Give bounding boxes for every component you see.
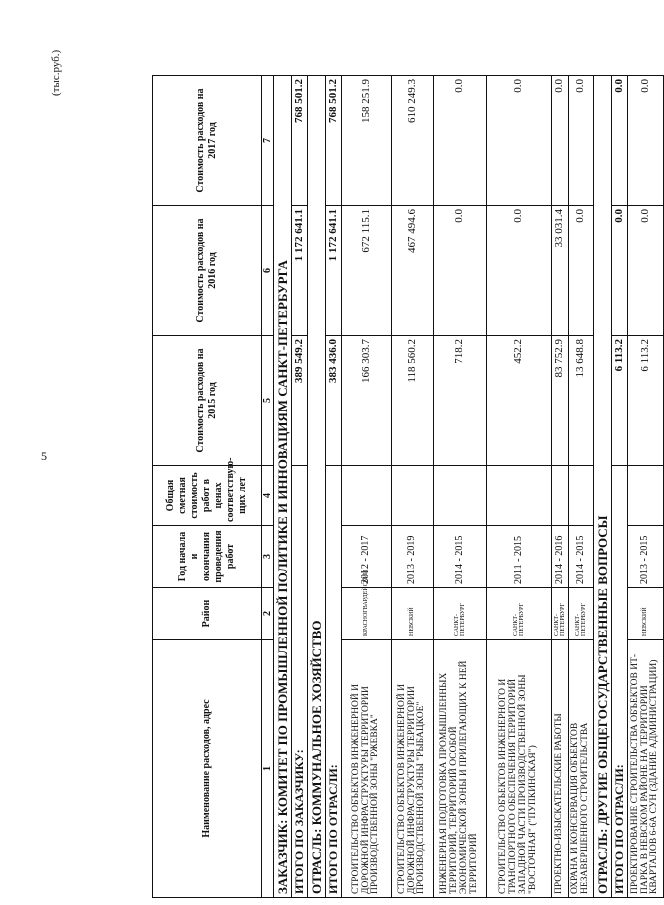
- col-num: 5: [262, 336, 274, 466]
- item-cost-2016: 0.0: [628, 206, 664, 336]
- sector-total-label: ИТОГО ПО ОТРАСЛИ:: [612, 466, 628, 898]
- table-row: [569, 76, 594, 898]
- item-years: 2014 - 2015: [434, 526, 487, 588]
- column-number-row: [262, 76, 274, 898]
- item-cost-2016: 672 115.1: [342, 206, 392, 336]
- item-estimate: [552, 466, 569, 526]
- header-estimate: Общая сметная стоимость работ в ценах соответствую-щих лет: [153, 466, 262, 526]
- item-district: САНКТ-ПЕТЕРБУРГ: [552, 588, 569, 640]
- item-years: 2013 - 2015: [628, 526, 664, 588]
- sector-total-2017: 768 501.2: [326, 76, 342, 206]
- item-district: НЕВСКИЙ: [392, 588, 434, 640]
- item-cost-2017: 0.0: [552, 76, 569, 206]
- item-cost-2015: 118 560.2: [392, 336, 434, 466]
- item-cost-2017: 610 249.3: [392, 76, 434, 206]
- item-cost-2015: 13 648.8: [569, 336, 594, 466]
- customer-total-row: [292, 76, 308, 898]
- col-num: 7: [262, 76, 274, 206]
- item-cost-2015: 166 303.7: [342, 336, 392, 466]
- table-row: [392, 76, 434, 898]
- header-row: [153, 76, 262, 898]
- sector-row: [594, 76, 612, 898]
- customer-total-label: ИТОГО ПО ЗАКАЗЧИКУ:: [292, 466, 308, 898]
- header-years: Год начала и окончания проведения работ: [153, 526, 262, 588]
- item-cost-2017: 0.0: [487, 76, 552, 206]
- table-row: [552, 76, 569, 898]
- item-cost-2017: 0.0: [434, 76, 487, 206]
- customer-total-2017: 768 501.2: [292, 76, 308, 206]
- item-estimate: [487, 466, 552, 526]
- sector-row: [308, 76, 326, 898]
- units-label: (тыс.руб.): [50, 49, 62, 96]
- item-estimate: [392, 466, 434, 526]
- sector-total-row: [326, 76, 342, 898]
- customer-total-2015: 389 549.2: [292, 336, 308, 466]
- header-cost-2015: Стоимость расходов на 2015 год: [153, 336, 262, 466]
- item-years: 2014 - 2015: [569, 526, 594, 588]
- header-cost-2017: Стоимость расходов на 2017 год: [153, 76, 262, 206]
- page-number: 5: [41, 449, 47, 463]
- item-years: 2011 - 2015: [487, 526, 552, 588]
- customer-row: [274, 76, 292, 898]
- item-cost-2016: 33 031.4: [552, 206, 569, 336]
- sector-total-label: ИТОГО ПО ОТРАСЛИ:: [326, 466, 342, 898]
- item-years: 2013 - 2019: [392, 526, 434, 588]
- item-cost-2015: 83 752.9: [552, 336, 569, 466]
- rotated-table-wrapper: [152, 76, 660, 898]
- sector-title: ОТРАСЛЬ: КОММУНАЛЬНОЕ ХОЗЯЙСТВО: [308, 76, 326, 898]
- customer-total-2016: 1 172 641.1: [292, 206, 308, 336]
- item-cost-2017: 0.0: [569, 76, 594, 206]
- item-district: НЕВСКИЙ: [628, 588, 664, 640]
- item-name: ОХРАНА И КОНСЕРВАЦИЯ ОБЪЕКТОВ НЕЗАВЕРШЕННОГО СТРОИТЕЛЬСТВА: [569, 640, 594, 898]
- sector-total-2015: 6 113.2: [612, 336, 628, 466]
- header-name: Наименование расходов, адрес: [153, 640, 262, 898]
- sector-total-row: [612, 76, 628, 898]
- item-cost-2015: 452.2: [487, 336, 552, 466]
- col-num: 6: [262, 206, 274, 336]
- col-num: 1: [262, 640, 274, 898]
- item-years: 2014 - 2016: [552, 526, 569, 588]
- col-num: 3: [262, 526, 274, 588]
- item-cost-2015: 6 113.2: [628, 336, 664, 466]
- budget-table: [152, 75, 664, 898]
- item-cost-2016: 0.0: [569, 206, 594, 336]
- item-cost-2015: 718.2: [434, 336, 487, 466]
- item-cost-2016: 0.0: [434, 206, 487, 336]
- sector-title: ОТРАСЛЬ: ДРУГИЕ ОБЩЕГОСУДАРСТВЕННЫЕ ВОПРОСЫ: [594, 76, 612, 898]
- table-row: [342, 76, 392, 898]
- item-cost-2016: 467 494.6: [392, 206, 434, 336]
- header-cost-2016: Стоимость расходов на 2016 год: [153, 206, 262, 336]
- col-num: 4: [262, 466, 274, 526]
- item-estimate: [434, 466, 487, 526]
- col-num: 2: [262, 588, 274, 640]
- item-district: САНКТ-ПЕТЕРБУРГ: [569, 588, 594, 640]
- item-estimate: [628, 466, 664, 526]
- header-district: Район: [153, 588, 262, 640]
- item-name: ПРОЕКТИРОВАНИЕ СТРОИТЕЛЬСТВА ОБЪЕКТОВ ИТ-ПАРКА В НЕВСКОМ РАЙОНЕ НА ТЕРРИТОРИИ КВАРТАЛОВ 6-6А СУН (ЗДАНИЕ АДМИНИСТРАЦИИ): [628, 640, 664, 898]
- item-estimate: [569, 466, 594, 526]
- sector-total-2016: 0.0: [612, 206, 628, 336]
- item-name: СТРОИТЕЛЬСТВО ОБЪЕКТОВ ИНЖЕНЕРНОЙ И ДОРОЖНОЙ ИНФРАСТРУКТУРЫ ТЕРРИТОРИИ ПРОИЗВОДСТВЕННОЙ ЗОНЫ "РЫБАЦКОЕ": [392, 640, 434, 898]
- item-district: САНКТ-ПЕТЕРБУРГ: [434, 588, 487, 640]
- sector-total-2015: 383 436.0: [326, 336, 342, 466]
- item-name: ПРОЕКТНО-ИЗЫСКАТЕЛЬСКИЕ РАБОТЫ: [552, 640, 569, 898]
- item-district: САНКТ-ПЕТЕРБУРГ: [487, 588, 552, 640]
- sector-total-2017: 0.0: [612, 76, 628, 206]
- item-district: КРАСНОГВАРДЕЙСКИЙ: [342, 588, 392, 640]
- item-estimate: [342, 466, 392, 526]
- customer-title: ЗАКАЗЧИК: КОМИТЕТ ПО ПРОМЫШЛЕННОЙ ПОЛИТИКЕ И ИННОВАЦИЯМ САНКТ-ПЕТЕРБУРГА: [274, 76, 292, 898]
- item-cost-2016: 0.0: [487, 206, 552, 336]
- sector-total-2016: 1 172 641.1: [326, 206, 342, 336]
- item-name: СТРОИТЕЛЬСТВО ОБЪЕКТОВ ИНЖЕНЕРНОГО И ТРАНСПОРТНОГО ОБЕСПЕЧЕНИЯ ТЕРРИТОРИЙ ЗАПАДНОЙ ЧАСТИ ПРОИЗВОДСТВЕННОЙ ЗОНЫ "ВОСТОЧНАЯ" ("ПУПКИНСКАЯ"): [487, 640, 552, 898]
- item-years: 2012 - 2017: [342, 526, 392, 588]
- item-name: ИНЖЕНЕРНАЯ ПОДГОТОВКА ПРОМЫШЛЕННЫХ ТЕРРИТОРИЙ, ТЕРРИТОРИЙ ОСОБОЙ ЭКОНОМИЧЕСКОЙ ЗОНЫ И ПРИЛЕГАЮЩИХ К НЕЙ ТЕРРИТОРИЙ: [434, 640, 487, 898]
- item-name: СТРОИТЕЛЬСТВО ОБЪЕКТОВ ИНЖЕНЕРНОЙ И ДОРОЖНОЙ ИНФРАСТРУКТУРЫ ТЕРРИТОРИИ ПРОИЗВОДСТВЕННОЙ ЗОНЫ "РЖЕВКА": [342, 640, 392, 898]
- table-row: [628, 76, 664, 898]
- item-cost-2017: 0.0: [628, 76, 664, 206]
- item-cost-2017: 158 251.9: [342, 76, 392, 206]
- table-row: [434, 76, 487, 898]
- table-row: [487, 76, 552, 898]
